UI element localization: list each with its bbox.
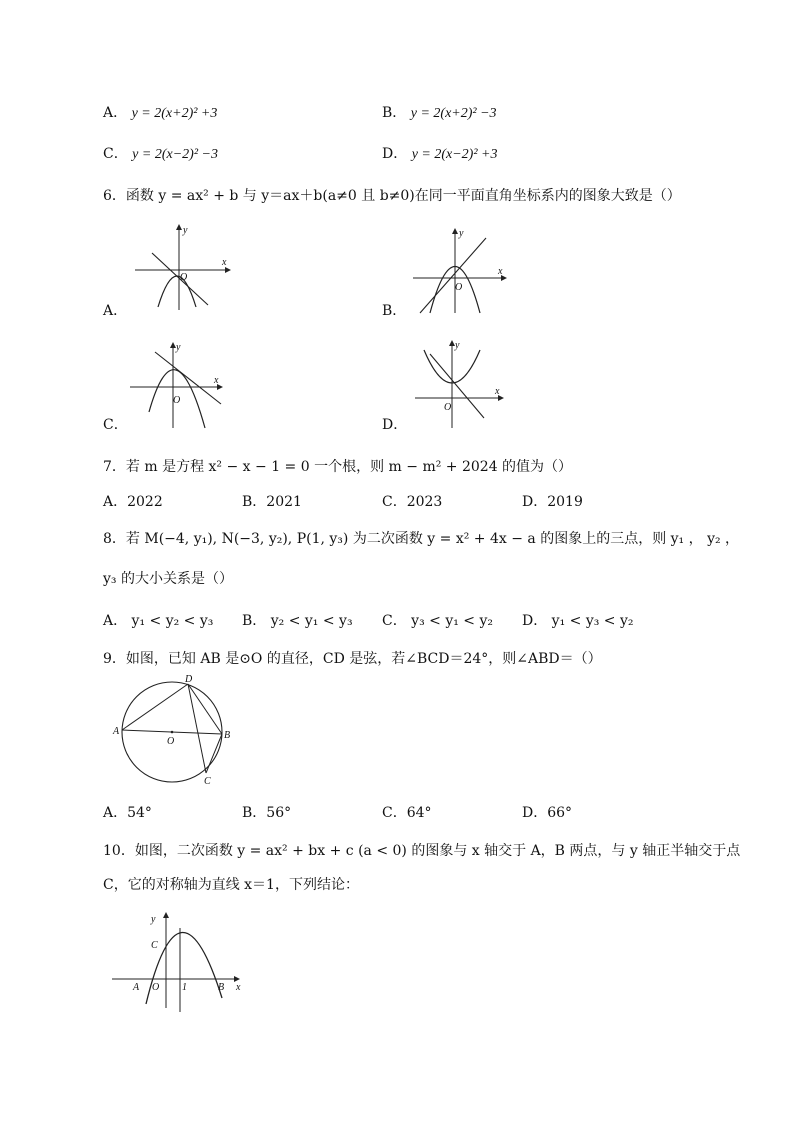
q10-point-a: A xyxy=(133,982,140,993)
q9-circle-diagram xyxy=(110,674,240,788)
q6-c-origin-label: O xyxy=(173,395,181,406)
q5-option-c-label: C． xyxy=(103,146,128,162)
q9-option-c: C．64° xyxy=(382,805,432,821)
q6-graph-c xyxy=(125,340,235,430)
q6-d-y-label: y xyxy=(455,340,460,351)
q9-point-a: A xyxy=(113,726,120,737)
q6-graph-d xyxy=(410,338,520,428)
q10-question-line-1: 10．如图，二次函数 y = ax² + bx + c (a < 0) 的图象与 x 轴交于 A，B 两点，与 y 轴正半轴交于点 xyxy=(103,843,741,859)
q9-point-o: O xyxy=(167,736,175,747)
q10-point-c: C xyxy=(151,940,158,951)
q6-option-d-label: D． xyxy=(382,417,408,433)
q9-point-c: C xyxy=(204,776,211,787)
q9-point-d: D xyxy=(185,674,193,685)
q7-option-c: C．2023 xyxy=(382,494,443,510)
q6-c-y-label: y xyxy=(176,342,181,353)
q8-option-d: D． y₁ < y₃ < y₂ xyxy=(522,613,634,629)
q7-option-a: A．2022 xyxy=(103,494,163,510)
q6-c-x-label: x xyxy=(214,375,219,386)
q9-point-b: B xyxy=(224,730,231,741)
q10-parabola-diagram xyxy=(108,908,248,1013)
q6-b-origin-label: O xyxy=(455,282,463,293)
q5-option-a-label: A． xyxy=(103,105,128,121)
q10-tick-one: 1 xyxy=(182,982,187,993)
q5-option-b-formula: y = 2(x+2)² −3 xyxy=(410,106,497,121)
q6-b-x-label: x xyxy=(498,266,503,277)
q8-option-c: C． y₃ < y₁ < y₂ xyxy=(382,613,493,629)
q5-option-a-formula: y = 2(x+2)² +3 xyxy=(131,106,218,121)
q6-a-y-label: y xyxy=(183,225,188,236)
q10-y-label: y xyxy=(151,914,156,925)
q6-option-c-label: C． xyxy=(103,417,128,433)
q6-b-y-label: y xyxy=(459,228,464,239)
q5-option-d-label: D． xyxy=(382,146,408,162)
q8-option-a: A． y₁ < y₂ < y₃ xyxy=(103,613,214,629)
q10-point-o: O xyxy=(152,982,160,993)
q9-option-d: D．66° xyxy=(522,805,573,821)
q5-option-c-formula: y = 2(x−2)² −3 xyxy=(132,147,218,162)
q6-option-a-label: A． xyxy=(103,303,128,319)
q5-option-b xyxy=(382,104,497,123)
q9-option-b: B．56° xyxy=(242,805,292,821)
q8-option-b: B． y₂ < y₁ < y₃ xyxy=(242,613,353,629)
q6-a-x-label: x xyxy=(222,257,227,268)
q6-graph-b xyxy=(408,228,518,318)
q5-option-c xyxy=(103,145,218,164)
q10-x-label: x xyxy=(236,982,241,993)
q6-question-text: 6．函数 y = ax² + b 与 y＝ax＋b(a≠0 且 b≠0)在同一平面直角坐标系内的图象大致是（） xyxy=(103,188,681,204)
q5-option-b-label: B． xyxy=(382,105,407,121)
q5-option-d-formula: y = 2(x−2)² +3 xyxy=(411,147,498,162)
q6-d-origin-label: O xyxy=(444,402,452,413)
q10-point-b: B xyxy=(218,982,225,993)
q7-option-d: D．2019 xyxy=(522,494,583,510)
q9-question-text: 9．如图，已知 AB 是⊙O 的直径，CD 是弦，若∠BCD＝24°，则∠ABD＝（） xyxy=(103,651,602,667)
q5-option-d xyxy=(382,145,497,164)
q6-option-b-label: B． xyxy=(382,303,407,319)
q9-option-a: A．54° xyxy=(103,805,152,821)
q6-d-x-label: x xyxy=(495,386,500,397)
q10-question-line-2: C，它的对称轴为直线 x＝1，下列结论： xyxy=(103,877,359,893)
q7-option-b: B．2021 xyxy=(242,494,302,510)
q6-graph-a xyxy=(130,225,240,315)
q8-question-line-1: 8．若 M(−4, y₁), N(−3, y₂), P(1, y₃) 为二次函数 y = x² + 4x − a 的图象上的三点，则 y₁ ， y₂ ， xyxy=(103,531,740,547)
q6-a-origin-label: O xyxy=(180,272,188,283)
q8-question-line-2: y₃ 的大小关系是（） xyxy=(103,571,233,587)
q5-option-a xyxy=(103,104,217,123)
q7-question-text: 7．若 m 是方程 x² − x − 1 = 0 一个根，则 m − m² + 2024 的值为（） xyxy=(103,459,573,475)
